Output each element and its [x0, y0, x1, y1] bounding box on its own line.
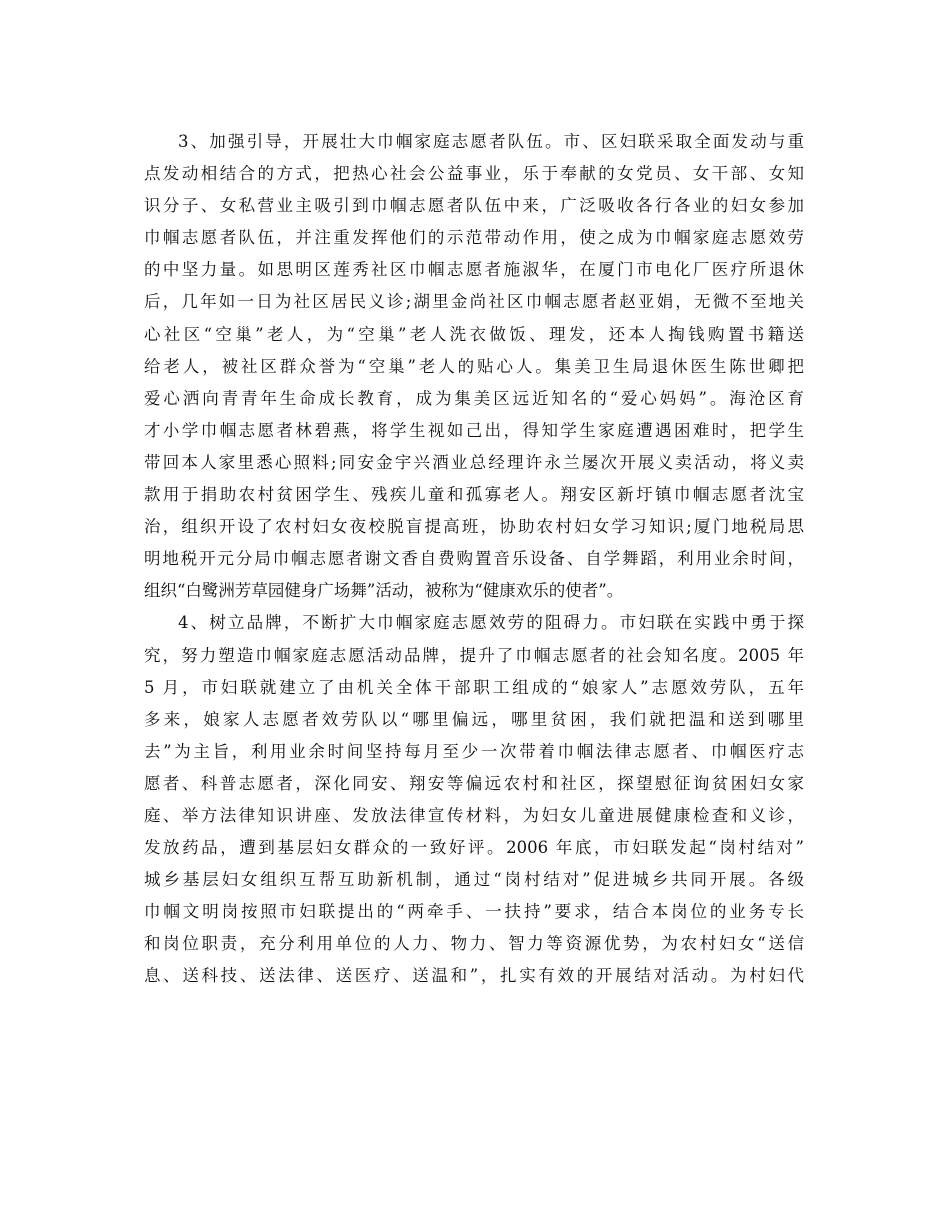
- text-line: 后，几年如一日为社区居民义诊;湖里金尚社区巾帼志愿者赵亚娟，无微不至地关: [144, 292, 804, 312]
- text-line: 息、送科技、送法律、送医疗、送温和”，扎实有效的开展结对活动。为村妇代: [144, 966, 804, 986]
- text-line: 识分子、女私营业主吸引到巾帼志愿者队伍中来，广泛吸收各行各业的妇女参加: [144, 196, 804, 216]
- text-line: 庭、举方法律知识讲座、发放法律宣传材料，为妇女儿童进展健康检查和义诊，: [144, 805, 804, 825]
- text-line: 去”为主旨，利用业余时间坚持每月至少一次带着巾帼法律志愿者、巾帼医疗志: [144, 741, 804, 761]
- text-line: 款用于捐助农村贫困学生、残疾儿童和孤寡老人。翔安区新圩镇巾帼志愿者沈宝: [144, 485, 804, 505]
- text-line: 明地税开元分局巾帼志愿者谢文香自费购置音乐设备、自学舞蹈，利用业余时间，: [144, 549, 804, 569]
- text-line: 的中坚力量。如思明区莲秀社区巾帼志愿者施淑华，在厦门市电化厂医疗所退休: [144, 260, 804, 280]
- text-line: 和岗位职责，充分利用单位的人力、物力、智力等资源优势，为农村妇女“送信: [144, 934, 804, 954]
- text-line: 城乡基层妇女组织互帮互助新机制，通过“岗村结对”促进城乡共同开展。各级: [144, 870, 804, 890]
- text-line: 组织“白鹭洲芳草园健身广场舞”活动，被称为“健康欢乐的使者”。: [144, 581, 624, 601]
- text-line: 愿者、科普志愿者，深化同安、翔安等偏远农村和社区，探望慰征询贫困妇女家: [144, 773, 804, 793]
- text-line: 才小学巾帼志愿者林碧燕，将学生视如己出，得知学生家庭遭遇困难时，把学生: [144, 420, 804, 440]
- text-line: 巾帼志愿者队伍，并注重发挥他们的示范带动作用，使之成为巾帼家庭志愿效劳: [144, 228, 804, 248]
- document-body: [144, 126, 804, 993]
- paragraph-4: [144, 607, 804, 992]
- text-line: 心社区“空巢”老人，为“空巢”老人洗衣做饭、理发，还本人掏钱购置书籍送: [144, 324, 804, 344]
- text-line: 多来，娘家人志愿者效劳队以“哪里偏远，哪里贫困，我们就把温和送到哪里: [144, 709, 804, 729]
- text-line: 巾帼文明岗按照市妇联提出的“两牵手、一扶持”要求，结合本岗位的业务专长: [144, 902, 804, 922]
- text-line: 3、加强引导，开展壮大巾帼家庭志愿者队伍。市、区妇联采取全面发动与重: [178, 132, 804, 151]
- text-line: 点发动相结合的方式，把热心社会公益事业，乐于奉献的女党员、女干部、女知: [144, 164, 804, 184]
- paragraph-3: [144, 126, 804, 607]
- text-line: 治，组织开设了农村妇女夜校脱盲提高班，协助农村妇女学习知识;厦门地税局思: [144, 517, 804, 537]
- text-line: 爱心洒向青青年生命成长教育，成为集美区远近知名的“爱心妈妈”。海沧区育: [144, 388, 804, 408]
- text-line: 究，努力塑造巾帼家庭志愿活动品牌，提升了巾帼志愿者的社会知名度。2005 年: [144, 645, 804, 665]
- text-line: 5 月，市妇联就建立了由机关全体干部职工组成的“娘家人”志愿效劳队，五年: [144, 677, 804, 697]
- text-line: 带回本人家里悉心照料;同安金宇兴酒业总经理许永兰屡次开展义卖活动，将义卖: [144, 452, 804, 472]
- text-line: 发放药品，遭到基层妇女群众的一致好评。2006 年底，市妇联发起“岗村结对”: [144, 838, 804, 858]
- text-line: 4、树立品牌，不断扩大巾帼家庭志愿效劳的阻碍力。市妇联在实践中勇于探: [178, 613, 804, 633]
- text-line: 给老人，被社区群众誉为“空巢”老人的贴心人。集美卫生局退休医生陈世卿把: [144, 356, 804, 376]
